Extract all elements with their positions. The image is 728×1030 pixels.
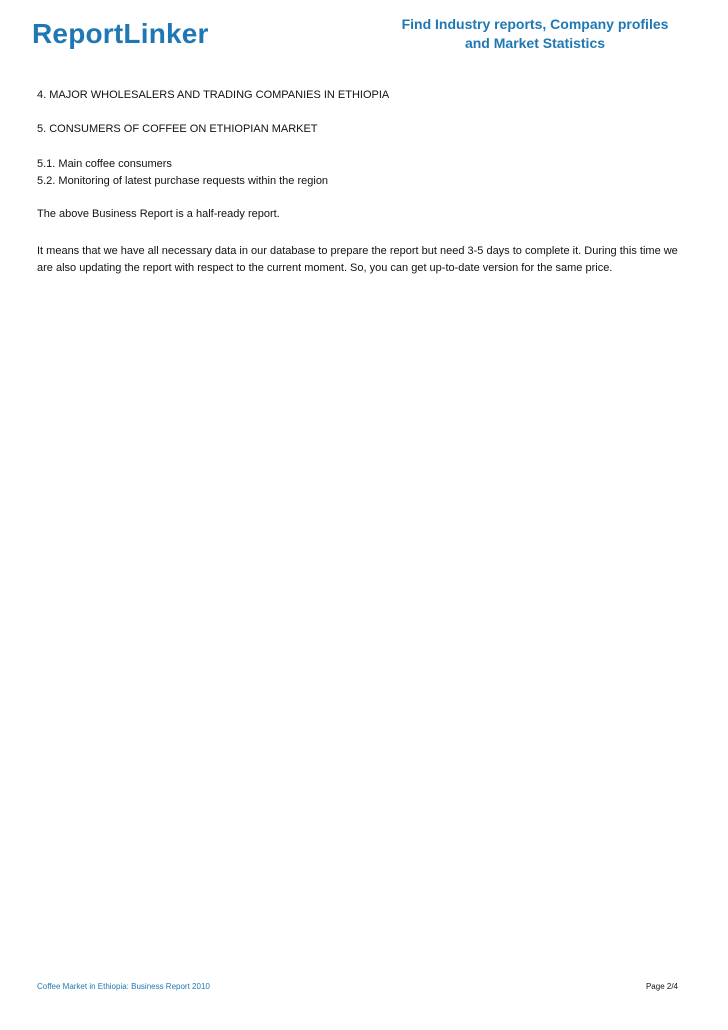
tagline-line-1: Find Industry reports, Company profiles [401, 16, 669, 32]
section-4-heading: 4. MAJOR WHOLESALERS AND TRADING COMPANIES IN ETHIOPIA [37, 89, 390, 101]
section-5-list [37, 156, 687, 190]
section-5-heading: 5. CONSUMERS OF COFFEE ON ETHIOPIAN MARKET [37, 123, 318, 135]
reportlinker-logo[interactable]: ReportLinker [32, 18, 209, 49]
explanation-line-2: are also updating the report with respect to the current moment. So, you can get up-to-date version for the same price. [37, 262, 613, 274]
footer-report-title-link[interactable]: Coffee Market in Ethiopia: Business Report 2010 [37, 982, 210, 991]
list-item-5-1: 5.1. Main coffee consumers [37, 158, 172, 170]
explanation-line-1: It means that we have all necessary data in our database to prepare the report but need 3-5 days to complete it. During this time we [37, 245, 678, 257]
footer-page-number: Page 2/4 [645, 982, 678, 991]
half-ready-note: The above Business Report is a half-ready report. [37, 208, 280, 220]
tagline-line-2: and Market Statistics [464, 35, 606, 51]
header-tagline [380, 15, 690, 53]
explanation-paragraph [37, 243, 687, 277]
list-item-5-2: 5.2. Monitoring of latest purchase requests within the region [37, 175, 329, 187]
